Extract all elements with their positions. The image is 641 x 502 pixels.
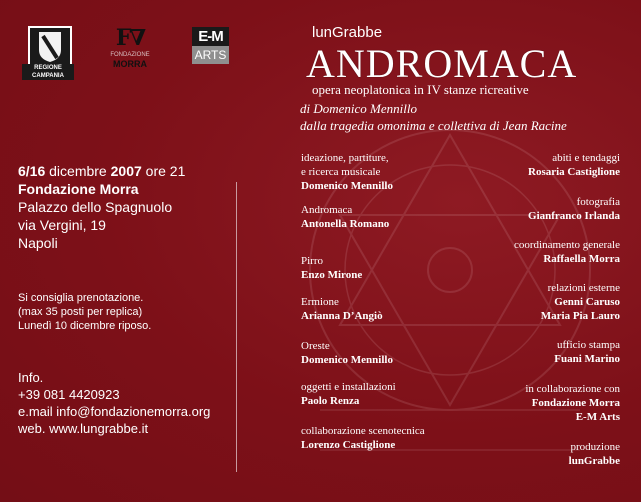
credit-entry-right (470, 440, 620, 468)
credit-role: Oreste (301, 340, 330, 352)
regione-campania-logo (22, 26, 74, 79)
show-subtitle: opera neoplatonica in IV stanze ricreative (312, 82, 529, 97)
credit-name: Maria Pia Lauro (540, 310, 620, 322)
credit-entry-right (470, 382, 620, 424)
morra-fm-mark-icon: F∇ (115, 25, 145, 51)
event-month: dicembre (49, 163, 107, 179)
event-details (18, 162, 228, 252)
credit-name: Rosaria Castiglione (528, 166, 620, 178)
credit-entry-left (301, 339, 451, 367)
authorship-credit (300, 100, 567, 134)
em-arts-logo (192, 27, 229, 64)
credit-entry-left (301, 424, 451, 452)
event-address: via Vergini, 19 (18, 217, 106, 233)
credit-entry-right (470, 281, 620, 323)
credit-name: Genni Caruso (554, 296, 620, 308)
contact-label: Info. (18, 370, 44, 385)
credit-name: Domenico Mennillo (301, 180, 393, 192)
credit-entry-left (301, 380, 451, 408)
event-city: Napoli (18, 235, 58, 251)
event-time: ore 21 (145, 163, 186, 179)
credit-role: produzione (570, 441, 620, 453)
event-place: Palazzo dello Spagnuolo (18, 199, 173, 215)
credit-role: ufficio stampa (556, 339, 620, 351)
campania-caption: REGIONE CAMPANIA (22, 64, 74, 80)
credit-name: Fuani Marino (554, 353, 620, 365)
credit-entry-right (470, 151, 620, 179)
event-year: 2007 (110, 163, 142, 179)
credit-role: ideazione, partiture, (301, 152, 389, 164)
credit-entry-left (301, 295, 451, 323)
contact-info (18, 369, 233, 437)
credit-entry-left (301, 254, 451, 282)
credit-name: Gianfranco Irlanda (528, 210, 620, 222)
credit-entry-right (470, 338, 620, 366)
show-title: ANDROMACA (306, 41, 578, 86)
credit-name: Antonella Romano (301, 218, 390, 230)
credit-name: lunGrabbe (568, 455, 620, 467)
credit-entry-right (470, 195, 620, 223)
credit-entry-right (470, 238, 620, 266)
note-line-2: (max 35 posti per replica) (18, 306, 143, 318)
morra-logo-sub2: MORRA (113, 59, 147, 69)
vertical-divider (236, 182, 237, 472)
credit-entry-left (301, 151, 451, 193)
credit-name: Paolo Renza (301, 395, 360, 407)
em-logo-bottom: ARTS (192, 46, 229, 64)
credit-name: Arianna D’Angiò (301, 310, 383, 322)
credit-role: abiti e tendaggi (552, 152, 620, 164)
event-date-line (18, 162, 228, 180)
credit-role: in collaborazione con (525, 383, 620, 395)
credit-role: Andromaca (301, 204, 353, 216)
credit-role: Pirro (301, 255, 323, 267)
credit-role: coordinamento generale (514, 239, 620, 251)
credit-line-author: di Domenico Mennillo (300, 101, 417, 116)
note-line-1: Si consiglia prenotazione. (18, 292, 144, 304)
credit-line-source: dalla tragedia omonima e collettiva di Jean Racine (300, 118, 567, 133)
credit-role: collaborazione scenotecnica (301, 425, 425, 437)
em-logo-top: E-M (192, 27, 229, 46)
event-dates: 6/16 (18, 163, 46, 179)
credit-name: E-M Arts (575, 411, 620, 423)
credit-name: Lorenzo Castiglione (301, 439, 396, 451)
credit-role: oggetti e installazioni (301, 381, 396, 393)
company-name: lunGrabbe (312, 24, 383, 41)
credit-name: Enzo Mirone (301, 269, 363, 281)
credit-role: relazioni esterne (547, 282, 620, 294)
credit-role: e ricerca musicale (301, 166, 381, 178)
booking-note (18, 291, 228, 333)
morra-logo-sub1: FONDAZIONE (110, 52, 150, 58)
contact-email: e.mail info@fondazionemorra.org (18, 404, 211, 419)
credit-entry-left (301, 203, 451, 231)
credit-name: Fondazione Morra (531, 397, 620, 409)
credit-role: fotografia (576, 196, 620, 208)
credit-name: Domenico Mennillo (301, 354, 393, 366)
fondazione-morra-logo (110, 26, 150, 70)
campania-crest-icon (28, 26, 72, 66)
credit-role: Ermione (301, 296, 339, 308)
credit-name: Raffaella Morra (543, 253, 620, 265)
note-line-3: Lunedì 10 dicembre riposo. (18, 320, 152, 332)
contact-phone: +39 081 4420923 (18, 387, 120, 402)
contact-web: web. www.lungrabbe.it (18, 421, 149, 436)
event-venue: Fondazione Morra (18, 181, 139, 197)
